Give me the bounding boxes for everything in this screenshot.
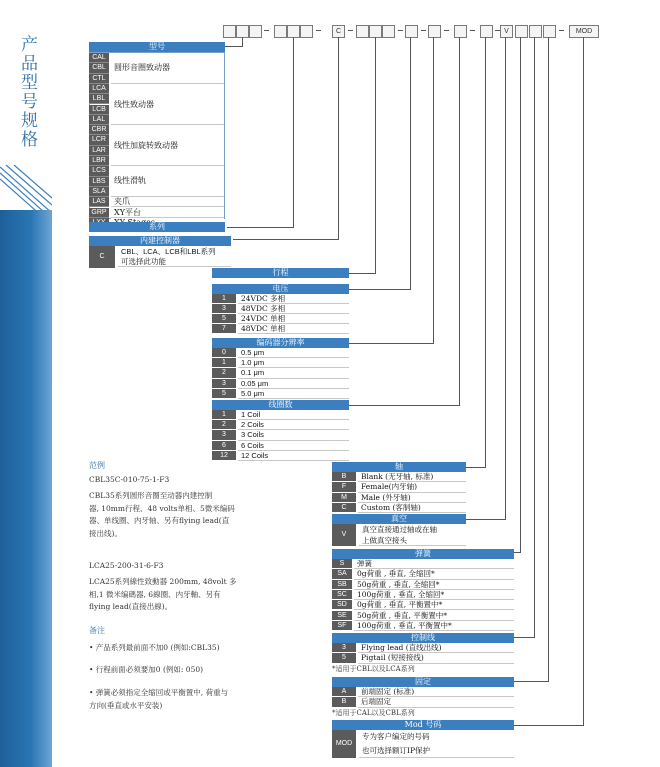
- voltage-code: 7: [212, 324, 236, 333]
- coil-code: 12: [212, 451, 236, 460]
- mount-text: 前端固定 (标准): [358, 687, 514, 697]
- code-dash: [470, 30, 475, 31]
- examples-heading: 范例: [89, 461, 105, 470]
- example-2-line: 相,1 微米编碼器, 6線圈、内牙軸、另有: [89, 589, 221, 599]
- type-label: 线性滑轨: [111, 166, 224, 197]
- encoder-text: 0.05 μm: [238, 379, 349, 389]
- encoder-code: 3: [212, 379, 236, 388]
- shaft-text: Female(内牙轴): [358, 482, 466, 492]
- mount-header: 固定: [332, 677, 514, 687]
- spring-code: SF: [332, 621, 352, 630]
- voltage-text: 24VDC 多相: [238, 294, 349, 304]
- vacuum-code: V: [332, 524, 356, 546]
- cable-code: 5: [332, 653, 356, 662]
- side-title: 产品型号规格: [17, 35, 37, 149]
- cable-header: 控制线: [332, 633, 514, 643]
- type-code: LBR: [89, 156, 109, 166]
- note-line: • 行程前面必须要加0 (例如: 050): [89, 665, 204, 674]
- cable-text: Flying lead (直线出线): [358, 643, 514, 653]
- type-code: LCS: [89, 166, 109, 176]
- example-2-line: LCA25系列線性致動器 200mm, 48volt 多: [89, 577, 237, 586]
- spring-text: 0g荷重 , 垂直, 平衡置中*: [354, 600, 514, 610]
- spring-code: SB: [332, 580, 352, 589]
- type-table-header: 型号: [89, 42, 225, 52]
- encoder-text: 5.0 μm: [238, 389, 349, 399]
- coil-code: 1: [212, 410, 236, 419]
- controller-header: 内建控制器: [89, 236, 231, 246]
- coil-code: 3: [212, 430, 236, 439]
- vacuum-header: 真空: [332, 514, 466, 524]
- encoder-code: 1: [212, 358, 236, 367]
- code-box-c: C: [332, 25, 345, 38]
- vacuum-text-1: 真空直接通过轴或在轴: [359, 524, 466, 535]
- voltage-header: 电压: [212, 284, 349, 294]
- code-box: [428, 25, 441, 38]
- type-label: 线性致动器: [111, 84, 224, 125]
- code-dash: [444, 30, 449, 31]
- code-box: [382, 25, 395, 38]
- cable-note: *适用于CBL以及LCA系列: [332, 665, 415, 673]
- shaft-text: Custom (客制轴): [358, 503, 466, 513]
- code-box: [543, 25, 556, 38]
- mod-header: Mod 号码: [332, 720, 514, 730]
- code-box: [356, 25, 369, 38]
- type-label: 夹爪: [111, 197, 224, 207]
- voltage-text: 48VDC 单相: [238, 324, 349, 334]
- voltage-code: 1: [212, 294, 236, 303]
- spring-code: SC: [332, 590, 352, 599]
- type-code: CBL: [89, 63, 109, 73]
- shaft-text: Blank (无牙轴, 标准): [358, 472, 466, 482]
- encoder-text: 1.0 μm: [238, 358, 349, 368]
- stroke-header: 行程: [212, 268, 349, 278]
- type-code: LCA: [89, 84, 109, 94]
- spring-code: SE: [332, 611, 352, 620]
- coil-text: 12 Coils: [238, 451, 349, 461]
- mount-note: *适用于CAL以及CBL系列: [332, 709, 415, 717]
- example-1-line: 接出线)。: [89, 528, 122, 538]
- type-label: XY平台: [111, 208, 224, 218]
- shaft-code: B: [332, 472, 356, 481]
- mod-text-2: 也可选择额订IP保护: [359, 744, 514, 758]
- shaft-text: Male (外牙轴): [358, 493, 466, 503]
- encoder-code: 2: [212, 368, 236, 377]
- type-code: CAL: [89, 53, 109, 63]
- controller-text-1: CBL、LCA、LCB和LBL系列: [118, 246, 231, 257]
- type-label: 线性加旋转致动器: [111, 125, 224, 166]
- code-box-mod: MOD: [569, 25, 599, 38]
- spring-text: 50g荷重 , 垂直, 平衡置中*: [354, 611, 514, 621]
- code-dash: [559, 30, 564, 31]
- code-dash: [398, 30, 403, 31]
- shaft-header: 轴: [332, 462, 466, 472]
- example-1-line: CBL35系列圆形音圈至动器内建控制: [89, 491, 213, 500]
- mod-text-1: 专为客户编定的号码: [359, 730, 514, 744]
- type-code: CBR: [89, 125, 109, 135]
- encoder-header: 编码器分辨率: [212, 338, 349, 348]
- type-label: 圆形音圈致动器: [111, 53, 224, 84]
- side-band: [0, 210, 52, 767]
- note-line: • 产品系列最前面不加0 (例如:CBL35): [89, 643, 220, 652]
- code-box: [405, 25, 418, 38]
- encoder-text: 0.5 μm: [238, 348, 349, 358]
- example-1-code: CBL35C-010-75-1-F3: [89, 475, 170, 484]
- cable-text: Pigtail (短接接线): [358, 653, 514, 663]
- code-box: [529, 25, 542, 38]
- example-2-line: flying lead(直接出線)。: [89, 602, 173, 611]
- type-code: LCR: [89, 135, 109, 145]
- spring-text: 弹簧: [354, 559, 514, 569]
- mount-text: 后端固定: [358, 697, 514, 707]
- type-code: LAR: [89, 146, 109, 156]
- mount-code: A: [332, 687, 356, 696]
- coil-text: 3 Coils: [238, 430, 349, 440]
- series-header: 系列: [89, 222, 225, 232]
- spring-text: 100g荷重 , 垂直, 全缩回*: [354, 590, 514, 600]
- spring-text: 0g荷重 , 垂直, 全缩回*: [354, 569, 514, 579]
- code-box: [454, 25, 467, 38]
- encoder-text: 0.1 μm: [238, 368, 349, 378]
- type-code: LBS: [89, 177, 109, 187]
- shaft-code: M: [332, 493, 356, 502]
- code-dash: [316, 30, 321, 31]
- mount-code: B: [332, 697, 356, 706]
- type-code: LCB: [89, 105, 109, 115]
- spring-header: 弹簧: [332, 549, 514, 559]
- type-code: LAL: [89, 115, 109, 125]
- note-line: 方向(垂直或水平安装): [89, 701, 163, 710]
- code-box: [300, 25, 313, 38]
- voltage-text: 48VDC 多相: [238, 304, 349, 314]
- type-code: GRP: [89, 208, 109, 218]
- vacuum-text-2: 上做真空接头: [359, 535, 466, 546]
- coil-header: 线圈数: [212, 400, 349, 410]
- example-1-line: 器、单线圈、内牙轴、另有flying lead(直: [89, 516, 230, 525]
- example-1-line: 器, 10mm行程、48 volts单相、5微米编码: [89, 503, 235, 513]
- code-box: [515, 25, 528, 38]
- code-box: [223, 25, 236, 38]
- cable-code: 3: [332, 643, 356, 652]
- voltage-code: 3: [212, 304, 236, 313]
- coil-text: 1 Coil: [238, 410, 349, 420]
- notes-heading: 备注: [89, 626, 105, 635]
- type-code: CTL: [89, 74, 109, 84]
- type-code: SLA: [89, 187, 109, 197]
- code-box: [274, 25, 287, 38]
- spring-text: 100g荷重 , 垂直, 平衡置中*: [354, 621, 514, 631]
- controller-code: C: [89, 246, 115, 268]
- code-dash: [264, 30, 269, 31]
- note-line: • 弹簧必须指定全缩回或平衡置中, 荷重与: [89, 688, 229, 697]
- voltage-code: 5: [212, 314, 236, 323]
- encoder-code: 5: [212, 389, 236, 398]
- shaft-code: C: [332, 503, 356, 512]
- type-code: LBL: [89, 94, 109, 104]
- spring-code: SA: [332, 569, 352, 578]
- shaft-code: F: [332, 482, 356, 491]
- spring-code: SD: [332, 600, 352, 609]
- encoder-code: 0: [212, 348, 236, 357]
- code-box-v: V: [500, 25, 513, 38]
- coil-code: 2: [212, 420, 236, 429]
- example-2-code: LCA25-200-31-6-F3: [89, 561, 164, 570]
- spring-text: 50g荷重 , 垂直, 全缩回*: [354, 580, 514, 590]
- coil-text: 6 Coils: [238, 441, 349, 451]
- voltage-text: 24VDC 单相: [238, 314, 349, 324]
- coil-code: 6: [212, 441, 236, 450]
- code-dash: [348, 30, 353, 31]
- coil-text: 2 Coils: [238, 420, 349, 430]
- code-box: [480, 25, 493, 38]
- controller-text-2: 可选择此功能: [118, 256, 231, 267]
- code-box: [249, 25, 262, 38]
- code-dash: [421, 30, 426, 31]
- spring-code: S: [332, 559, 352, 568]
- mod-code: MOD: [332, 730, 356, 758]
- type-code: LAS: [89, 197, 109, 207]
